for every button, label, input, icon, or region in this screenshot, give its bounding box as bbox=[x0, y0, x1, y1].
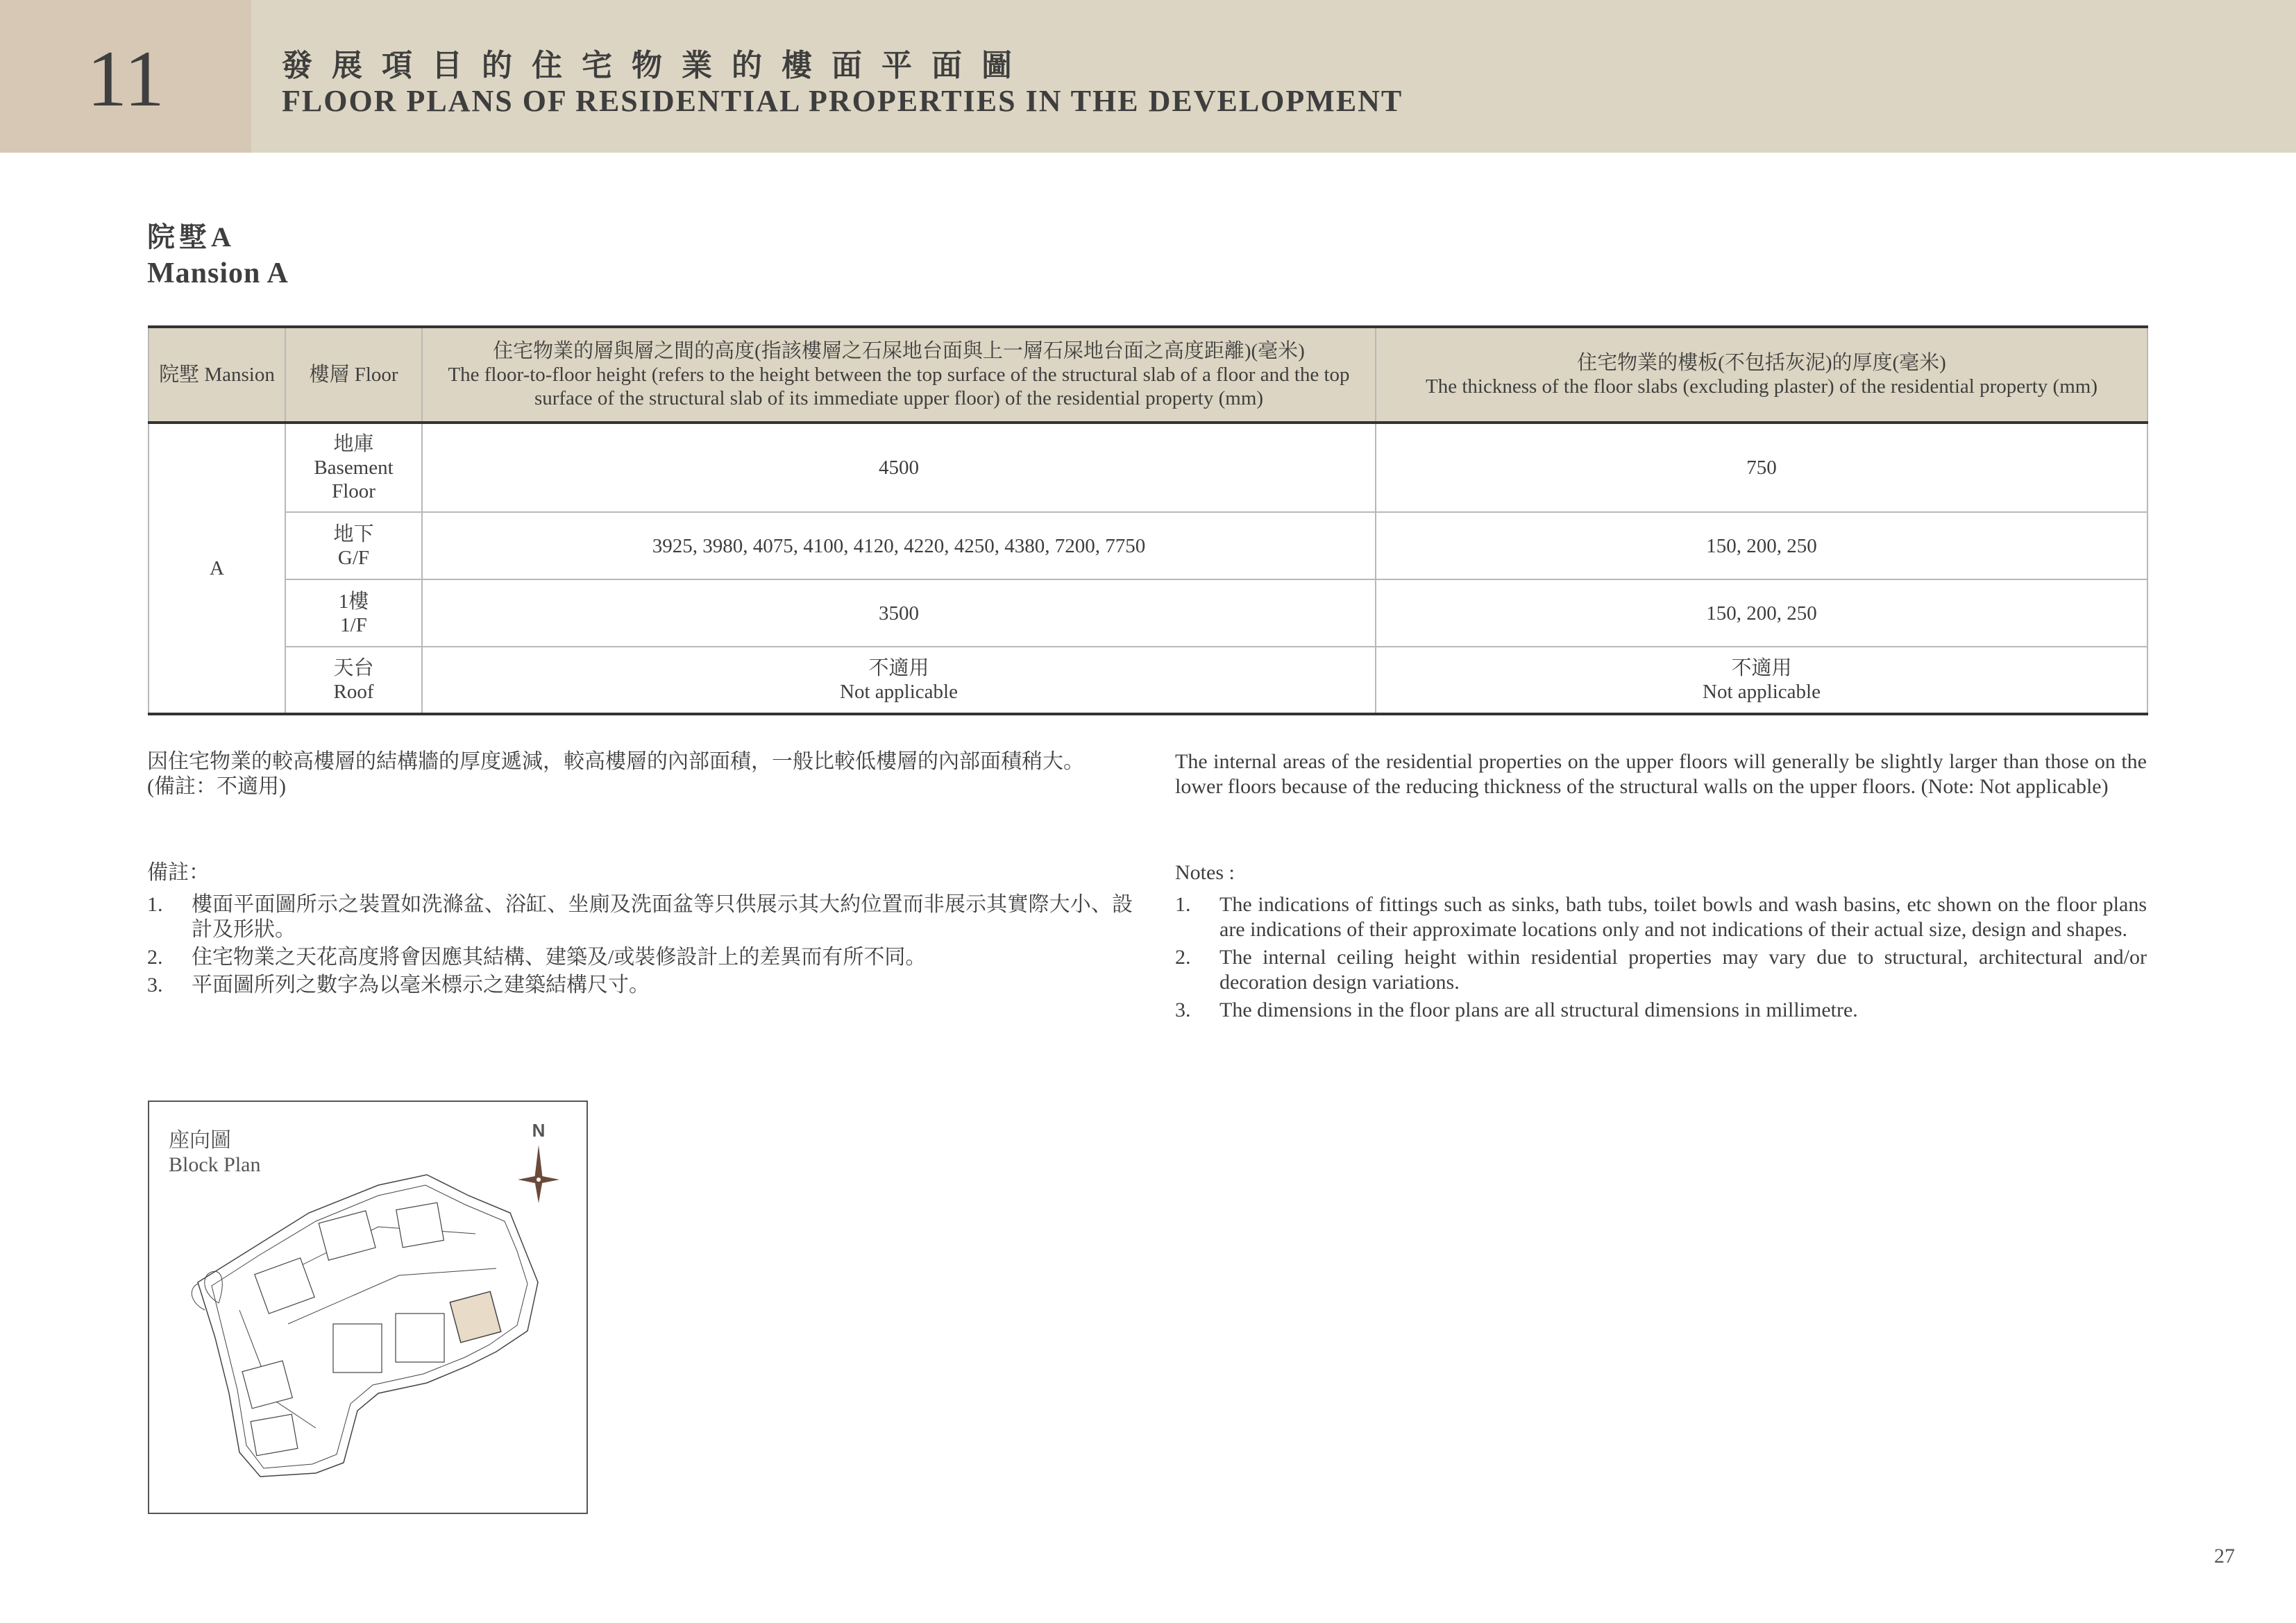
not-applicable-cn: 不適用 bbox=[1731, 657, 1792, 679]
mansion-title-en: Mansion A bbox=[147, 257, 289, 289]
slab-thickness-cell bbox=[1376, 647, 2147, 714]
not-applicable-en: Not applicable bbox=[840, 681, 958, 703]
internal-area-note-cn-line: (備註：不適用) bbox=[147, 775, 286, 798]
table-row bbox=[149, 512, 2147, 579]
header-floor-height-cn: 住宅物業的層與層之間的高度(指該樓層之石屎地台面與上一層石屎地台面之高度距離)(毫米) bbox=[493, 340, 1305, 362]
floor-height-cell: 3500 bbox=[422, 579, 1376, 647]
table-header-row bbox=[149, 327, 2147, 423]
header-mansion: 院墅 Mansion bbox=[149, 327, 285, 423]
mansion-title-cn: 院墅A bbox=[147, 221, 235, 253]
note-number: 2. bbox=[1175, 946, 1191, 969]
floor-height-cell: 3925, 3980, 4075, 4100, 4120, 4220, 4250, 4380, 7200, 7750 bbox=[422, 512, 1376, 579]
note-text: The indications of fittings such as sinks, bath tubs, toilet bowls and wash basins, etc shown on the floor plans are indications of their approximate locations only and not indications of their actual size, design and shapes. bbox=[1219, 893, 2147, 941]
floor-en: G/F bbox=[337, 546, 370, 569]
slab-thickness-cell: 150, 200, 250 bbox=[1376, 579, 2147, 647]
mansion-a-highlight bbox=[450, 1291, 500, 1342]
header-slab-thickness-cn: 住宅物業的樓板(不包括灰泥)的厚度(毫米) bbox=[1577, 352, 1946, 374]
header-slab-thickness-en: The thickness of the floor slabs (excluding plaster) of the residential property (mm) bbox=[1426, 375, 2097, 398]
floor-cell bbox=[285, 647, 422, 714]
notes-cn bbox=[147, 860, 1133, 1001]
floor-en: 1/F bbox=[340, 613, 367, 636]
header-slab-thickness bbox=[1376, 327, 2147, 423]
internal-area-note-cn bbox=[147, 749, 1133, 799]
notes-title-cn: 備註： bbox=[147, 861, 210, 884]
note-text: 平面圖所列之數字為以毫米標示之建築結構尺寸。 bbox=[192, 974, 650, 996]
table-row bbox=[149, 579, 2147, 647]
page-header bbox=[0, 0, 2296, 153]
note-number: 1. bbox=[1175, 893, 1191, 916]
internal-area-note-cn-line: 因住宅物業的較高樓層的結構牆的厚度遞減，較高樓層的內部面積，一般比較低樓層的內部面積稍大。 bbox=[147, 750, 1084, 773]
section-title-en: FLOOR PLANS OF RESIDENTIAL PROPERTIES IN THE DEVELOPMENT bbox=[282, 84, 1403, 118]
note-item bbox=[147, 973, 1133, 998]
note-item bbox=[147, 892, 1133, 942]
floor-cn: 地庫 bbox=[333, 433, 374, 455]
note-text: 樓面平面圖所示之裝置如洗滌盆、浴缸、坐廁及洗面盆等只供展示其大約位置而非展示其實際大小、設計及形狀。 bbox=[192, 893, 1133, 941]
floor-en: Basement bbox=[314, 457, 394, 479]
header-floor-height-en: The floor-to-floor height (refers to the height between the top surface of the structural slab of a floor and the top surface of the structural slab of its immediate upper floor) of the residential property (mm) bbox=[448, 364, 1350, 409]
floor-height-cell: 4500 bbox=[422, 423, 1376, 512]
section-number: 11 bbox=[87, 35, 164, 124]
section-number-box bbox=[0, 0, 251, 153]
floor-cell bbox=[285, 579, 422, 647]
note-number: 3. bbox=[147, 974, 163, 996]
header-floor: 樓層 Floor bbox=[285, 327, 422, 423]
slab-thickness-cell: 150, 200, 250 bbox=[1376, 512, 2147, 579]
floor-cell bbox=[285, 512, 422, 579]
mansion-cell: A bbox=[149, 423, 285, 714]
floor-height-cell bbox=[422, 647, 1376, 714]
site-plan-drawing bbox=[149, 1102, 586, 1513]
note-item bbox=[1175, 892, 2147, 942]
table-row bbox=[149, 423, 2147, 512]
floor-cn: 地下 bbox=[333, 522, 374, 545]
floor-cell bbox=[285, 423, 422, 512]
north-label: N bbox=[532, 1120, 546, 1141]
note-text: 住宅物業之天花高度將會因應其結構、建築及/或裝修設計上的差異而有所不同。 bbox=[192, 946, 927, 969]
note-text: The internal ceiling height within residential properties may vary due to structural, architectural and/or decoration design variations. bbox=[1219, 946, 2147, 994]
page-number: 27 bbox=[2214, 1545, 2235, 1567]
block-plan-title-cn: 座向圖 bbox=[169, 1129, 231, 1152]
note-number: 1. bbox=[147, 893, 163, 916]
note-item bbox=[147, 945, 1133, 970]
not-applicable-en: Not applicable bbox=[1703, 681, 1821, 703]
note-item bbox=[1175, 945, 2147, 995]
notes-title-en: Notes : bbox=[1175, 861, 1235, 884]
internal-area-note-en: The internal areas of the residential properties on the upper floors will generally be slightly larger than those on the lower floors because of the reducing thickness of the structural walls on the upper floors. (Note: Not applicable) bbox=[1175, 750, 2147, 798]
building-blocks bbox=[242, 1203, 444, 1456]
note-item bbox=[1175, 998, 2147, 1023]
floor-cn: 天台 bbox=[333, 657, 374, 679]
note-number: 3. bbox=[1175, 999, 1191, 1021]
block-plan bbox=[148, 1101, 588, 1514]
block-plan-title-en: Block Plan bbox=[169, 1153, 261, 1176]
table-row bbox=[149, 647, 2147, 714]
section-title-cn: 發展項目的住宅物業的樓面平面圖 bbox=[282, 49, 1031, 83]
note-number: 2. bbox=[147, 946, 163, 969]
north-arrow-icon bbox=[518, 1120, 559, 1203]
not-applicable-cn: 不適用 bbox=[868, 657, 929, 679]
floor-height-table bbox=[148, 325, 2148, 715]
header-floor-height bbox=[422, 327, 1376, 423]
floor-en: Roof bbox=[333, 681, 374, 703]
note-text: The dimensions in the floor plans are all structural dimensions in millimetre. bbox=[1219, 999, 1858, 1021]
slab-thickness-cell: 750 bbox=[1376, 423, 2147, 512]
floor-cn: 1樓 bbox=[338, 590, 369, 613]
floor-en: Floor bbox=[332, 480, 375, 502]
notes-en bbox=[1175, 860, 2147, 1026]
